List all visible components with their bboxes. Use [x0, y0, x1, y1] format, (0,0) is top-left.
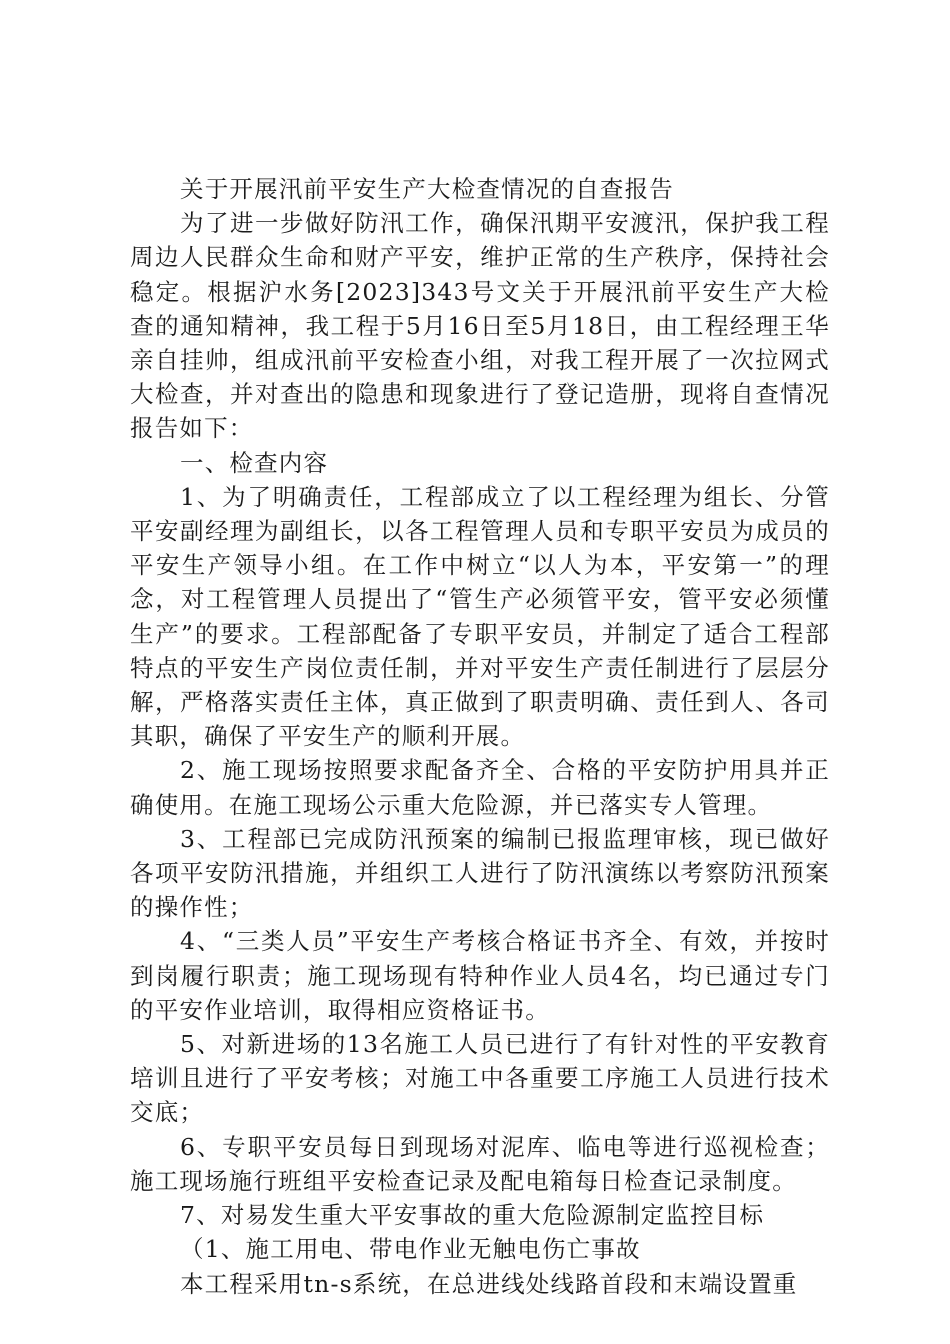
- paragraph-subitem-1: （1、施工用电、带电作业无触电伤亡事故: [180, 1235, 641, 1264]
- paragraph-item-1: 1、为了明确责任，工程部成立了以工程经理为组长、分管平安副经理为副组长，以各工程管理人员和专职平安员为成员的平安生产领导小组。在工作中树立“以人为本，平安第一”的理念，对工程管理人员提出了“管生产必须管平安，管平安必须懂生产”的要求。工程部配备了专职平安员，并制定了适合工程部特点的平安生产岗位责任制，并对平安生产责任制进行了层层分解，严格落实责任主体，真正做到了职责明确、责任到人、各司其职，确保了平安生产的顺利开展。: [130, 482, 830, 751]
- paragraph-item-4: 4、“三类人员”平安生产考核合格证书齐全、有效，并按时到岗履行职责；施工现场现有特种作业人员4名，均已通过专门的平安作业培训，取得相应资格证书。: [130, 927, 830, 1024]
- paragraph-intro: 为了进一步做好防汛工作，确保汛期平安渡汛，保护我工程周边人民群众生命和财产平安，维护正常的生产秩序，保持社会稳定。根据沪水务[2023]343号文关于开展汛前平安生产大检查的通知精神，我工程于5月16日至5月18日，由工程经理王华亲自挂帅，组成汛前平安检查小组，对我工程开展了一次拉网式大检查，并对查出的隐患和现象进行了登记造册，现将自查情况报告如下：: [130, 209, 830, 443]
- paragraph-item-6: 6、专职平安员每日到现场对泥库、临电等进行巡视检查；施工现场施行班组平安检查记录及配电箱每日检查记录制度。: [130, 1132, 830, 1195]
- paragraph-tn-s-system: 本工程采用tn-s系统，在总进线处线路首段和末端设置重: [180, 1269, 798, 1298]
- document-body: [130, 172, 830, 1301]
- paragraph-item-7: 7、对易发生重大平安事故的重大危险源制定监控目标: [180, 1201, 765, 1230]
- paragraph-item-5: 5、对新进场的13名施工人员已进行了有针对性的平安教育培训且进行了平安考核；对施工中各重要工序施工人员进行技术交底；: [130, 1030, 830, 1127]
- paragraph-item-2: 2、施工现场按照要求配备齐全、合格的平安防护用具并正确使用。在施工现场公示重大危险源，并已落实专人管理。: [130, 756, 830, 819]
- document-title: 关于开展汛前平安生产大检查情况的自查报告: [180, 175, 674, 203]
- paragraph-item-3: 3、工程部已完成防汛预案的编制已报监理审核，现已做好各项平安防汛措施，并组织工人进行了防汛演练以考察防汛预案的操作性；: [130, 824, 830, 922]
- section-heading-inspection-content: 一、检查内容: [180, 448, 329, 477]
